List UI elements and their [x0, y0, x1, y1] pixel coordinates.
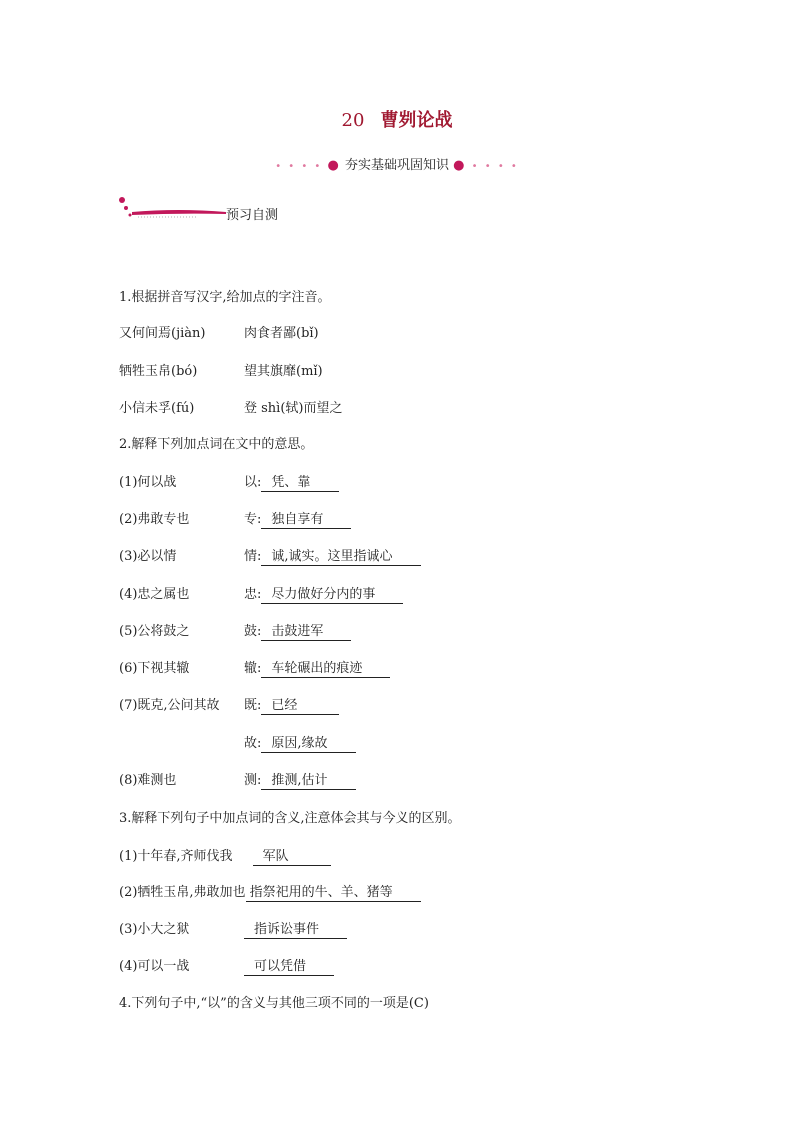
q3-sentence: (1)十年春,齐师伐我 [119, 849, 233, 864]
q4-prompt: 4.下列句子中,“以”的含义与其他三项不同的一项是(C) [119, 996, 429, 1011]
decorative-dots-left: • • • • ● [275, 158, 341, 173]
q3-answer: 可以凭借 [244, 955, 334, 976]
q2-definition [244, 694, 339, 715]
q2-definition [244, 732, 356, 753]
q2-sentence: (1)何以战 [119, 475, 177, 490]
q2-sentence: (3)必以情 [119, 549, 177, 564]
q2-word: 既: [244, 698, 262, 713]
q3-item [244, 955, 334, 976]
section-label: 夯实基础巩固知识 [344, 158, 449, 173]
q2-answer: 诚,诚实。这里指诚心 [261, 545, 420, 566]
q3-item [119, 881, 421, 902]
q2-word: 鼓: [244, 624, 262, 639]
q2-sentence: (5)公将鼓之 [119, 624, 190, 639]
subsection-heading [118, 196, 418, 226]
q2-sentence: (8)难测也 [119, 773, 177, 788]
q2-prompt: 2.解释下列加点词在文中的意思。 [119, 437, 314, 452]
q2-word: 辙: [244, 661, 262, 676]
q2-answer: 凭、靠 [261, 471, 339, 492]
q2-word: 忠: [244, 587, 262, 602]
q2-sentence: (7)既克,公问其故 [119, 698, 220, 713]
q2-answer: 推测,估计 [261, 769, 355, 790]
q3-sentence: (2)牺牲玉帛,弗敢加也 [119, 885, 246, 900]
q2-word: 情: [244, 549, 262, 564]
q2-word: 故: [244, 736, 262, 751]
section-heading [0, 154, 794, 173]
decorative-dots-right: ● • • • • [453, 158, 519, 173]
q2-definition [244, 471, 339, 492]
q3-prompt: 3.解释下列句子中加点词的含义,注意体会其与今义的区别。 [119, 811, 461, 826]
q1-item: 肉食者鄙(bǐ) [244, 326, 319, 341]
q3-sentence: (3)小大之狱 [119, 922, 190, 937]
q2-definition [244, 545, 421, 566]
q3-sentence: (4)可以一战 [119, 959, 190, 974]
q2-answer: 车轮碾出的痕迹 [261, 657, 390, 678]
q1-item: 登 shì(轼)而望之 [244, 401, 343, 416]
q3-answer: 指诉讼事件 [244, 918, 347, 939]
q2-answer: 击鼓进军 [261, 620, 351, 641]
q2-answer: 已经 [261, 694, 339, 715]
q1-item: 又何间焉(jiàn) [119, 326, 206, 341]
q2-sentence: (6)下视其辙 [119, 661, 190, 676]
q2-word: 以: [244, 475, 262, 490]
q2-definition [244, 769, 356, 790]
q2-definition [244, 657, 390, 678]
lesson-title: 曹刿论战 [380, 110, 453, 131]
q3-answer: 指祭祀用的牛、羊、猪等 [246, 881, 421, 902]
q2-definition [244, 583, 403, 604]
q3-answer: 军队 [253, 845, 331, 866]
lesson-number: 20 [341, 110, 365, 131]
q3-item [119, 845, 331, 866]
q1-item: 牺牲玉帛(bó) [119, 364, 198, 379]
q2-sentence: (4)忠之属也 [119, 587, 190, 602]
brush-stroke-icon [118, 196, 228, 222]
subsection-label: 预习自测 [226, 208, 279, 223]
q2-answer: 独自享有 [261, 508, 351, 529]
page-title [0, 106, 794, 132]
q1-item: 小信未孚(fú) [119, 401, 195, 416]
q2-answer: 尽力做好分内的事 [261, 583, 403, 604]
q2-sentence: (2)弗敢专也 [119, 512, 190, 527]
q3-item [244, 918, 347, 939]
q1-prompt: 1.根据拼音写汉字,给加点的字注音。 [119, 290, 331, 305]
q2-word: 专: [244, 512, 262, 527]
q2-definition [244, 508, 351, 529]
q2-definition [244, 620, 351, 641]
q1-item: 望其旗靡(mǐ) [244, 364, 323, 379]
q2-word: 测: [244, 773, 262, 788]
q2-answer: 原因,缘故 [261, 732, 355, 753]
